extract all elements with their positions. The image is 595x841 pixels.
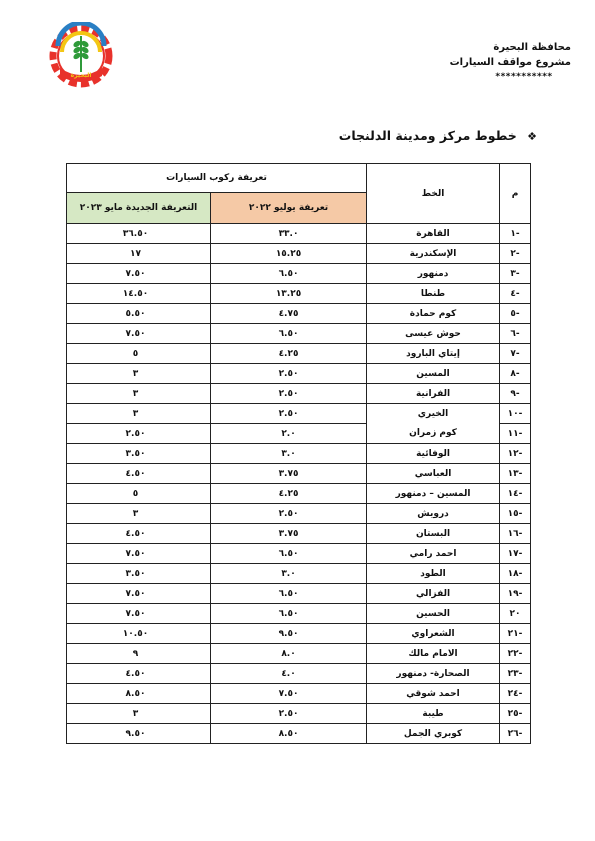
- page-header: [371, 40, 571, 85]
- row-line: الشعراوي: [367, 624, 500, 644]
- row-line: القاهرة: [367, 224, 500, 244]
- row-number: -٢٦: [500, 724, 531, 744]
- row-number: -١٣: [500, 464, 531, 484]
- table-row: [67, 524, 531, 544]
- row-line: المسين – دمنهور: [367, 484, 500, 504]
- row-line-merged: [367, 404, 500, 444]
- row-fare-new: ٣.٥٠: [67, 564, 211, 584]
- row-line: احمد شوقي: [367, 684, 500, 704]
- row-fare-new: ٢.٥٠: [67, 424, 211, 444]
- row-fare-new: ٧.٥٠: [67, 324, 211, 344]
- row-line: البستان: [367, 524, 500, 544]
- row-fare-new: ٥: [67, 484, 211, 504]
- governorate-logo: [44, 22, 118, 88]
- row-line: طيبة: [367, 704, 500, 724]
- table-row: [67, 644, 531, 664]
- row-number: ٢٠: [500, 604, 531, 624]
- row-fare-new: ١٧: [67, 244, 211, 264]
- row-fare-old: ٩.٥٠: [211, 624, 367, 644]
- row-number: -٩: [500, 384, 531, 404]
- row-fare-old: ٧.٥٠: [211, 684, 367, 704]
- row-number: -٧: [500, 344, 531, 364]
- row-line: الحسين: [367, 604, 500, 624]
- row-number: -٣: [500, 264, 531, 284]
- row-fare-new: ٣: [67, 704, 211, 724]
- row-number: -١٦: [500, 524, 531, 544]
- table-row: [67, 684, 531, 704]
- row-fare-old: ٤.٢٥: [211, 344, 367, 364]
- row-number: -١: [500, 224, 531, 244]
- section-title-text: خطوط مركز ومدينة الدلنجات: [338, 128, 517, 143]
- row-number: -٢: [500, 244, 531, 264]
- table-row: [67, 584, 531, 604]
- table-row: [67, 544, 531, 564]
- row-line: الامام مالك: [367, 644, 500, 664]
- row-fare-old: ٣.٧٥: [211, 464, 367, 484]
- row-fare-new: ٧.٥٠: [67, 584, 211, 604]
- row-number: -١٠: [500, 404, 531, 424]
- col-header-group: تعريفة ركوب السيارات: [67, 164, 367, 193]
- row-fare-old: ٦.٥٠: [211, 324, 367, 344]
- row-fare-new: ١٤.٥٠: [67, 284, 211, 304]
- table-row: [67, 444, 531, 464]
- row-number: -١٥: [500, 504, 531, 524]
- row-number: -٢٣: [500, 664, 531, 684]
- row-fare-old: ٦.٥٠: [211, 584, 367, 604]
- table-row: [67, 624, 531, 644]
- row-fare-old: ٣.٠: [211, 444, 367, 464]
- svg-text:البحيرة: البحيرة: [70, 72, 92, 79]
- table-row: [67, 404, 531, 424]
- table-row: [67, 244, 531, 264]
- row-line: احمد رامي: [367, 544, 500, 564]
- header-stars: ***********: [495, 72, 553, 82]
- row-fare-old: ٨.٥٠: [211, 724, 367, 744]
- row-fare-old: ٣.٠: [211, 564, 367, 584]
- row-fare-new: ٥.٥٠: [67, 304, 211, 324]
- col-header-num: م: [500, 164, 531, 224]
- table-row: [67, 564, 531, 584]
- row-fare-old: ٤.٧٥: [211, 304, 367, 324]
- row-fare-old: ١٣.٢٥: [211, 284, 367, 304]
- row-fare-new: ٤.٥٠: [67, 464, 211, 484]
- row-fare-new: ٥: [67, 344, 211, 364]
- row-number: -٢٥: [500, 704, 531, 724]
- table-row: [67, 484, 531, 504]
- row-line: المسين: [367, 364, 500, 384]
- row-number: -٢١: [500, 624, 531, 644]
- row-fare-old: ٤.٢٥: [211, 484, 367, 504]
- governorate-name: محافظة البحيرة: [493, 42, 571, 53]
- row-number: -٥: [500, 304, 531, 324]
- row-fare-new: ٤.٥٠: [67, 524, 211, 544]
- row-fare-old: ٤.٠: [211, 664, 367, 684]
- row-fare-new: ١٠.٥٠: [67, 624, 211, 644]
- table-row: [67, 384, 531, 404]
- row-fare-old: ٢.٥٠: [211, 384, 367, 404]
- row-number: -١١: [500, 424, 531, 444]
- row-line: كوبري الجمل: [367, 724, 500, 744]
- table-body: [67, 224, 531, 744]
- table-row: [67, 504, 531, 524]
- row-fare-new: ٩.٥٠: [67, 724, 211, 744]
- row-number: -١٤: [500, 484, 531, 504]
- row-fare-old: ٨.٠: [211, 644, 367, 664]
- row-number: -١٨: [500, 564, 531, 584]
- row-line: دمنهور: [367, 264, 500, 284]
- row-line: كوم حمادة: [367, 304, 500, 324]
- row-fare-old: ٦.٥٠: [211, 264, 367, 284]
- table-row: [67, 664, 531, 684]
- col-header-line: الخط: [367, 164, 500, 224]
- row-number: -١٢: [500, 444, 531, 464]
- section-title: [339, 128, 537, 143]
- row-line: درويش: [367, 504, 500, 524]
- table-row: [67, 464, 531, 484]
- row-line: العباسي: [367, 464, 500, 484]
- row-fare-old: ٢.٥٠: [211, 364, 367, 384]
- row-line: الخيري: [417, 409, 449, 419]
- row-fare-new: ٣٦.٥٠: [67, 224, 211, 244]
- table-row: [67, 344, 531, 364]
- table-row: [67, 724, 531, 744]
- row-fare-old: ٢.٥٠: [211, 704, 367, 724]
- row-fare-new: ٣: [67, 364, 211, 384]
- row-fare-old: ٦.٥٠: [211, 604, 367, 624]
- row-fare-new: ٤.٥٠: [67, 664, 211, 684]
- row-fare-new: ٣.٥٠: [67, 444, 211, 464]
- row-number: -٢٢: [500, 644, 531, 664]
- table-row: [67, 224, 531, 244]
- row-fare-old: ٦.٥٠: [211, 544, 367, 564]
- row-number: -٨: [500, 364, 531, 384]
- row-line: الطود: [367, 564, 500, 584]
- table-row: [67, 284, 531, 304]
- row-number: -١٩: [500, 584, 531, 604]
- row-fare-old: ٢.٠: [211, 424, 367, 444]
- row-fare-new: ٧.٥٠: [67, 544, 211, 564]
- row-line: كوم زمران: [409, 428, 457, 438]
- row-line: الإسكندرية: [367, 244, 500, 264]
- row-fare-new: ٧.٥٠: [67, 264, 211, 284]
- row-fare-new: ٨.٥٠: [67, 684, 211, 704]
- row-line: حوش عيسى: [367, 324, 500, 344]
- row-fare-old: ٣٣.٠: [211, 224, 367, 244]
- table-row: [67, 324, 531, 344]
- row-line: الصحارة- دمنهور: [367, 664, 500, 684]
- row-line: إيتاي البارود: [367, 344, 500, 364]
- col-header-old: تعريفة يوليو ٢٠٢٢: [211, 193, 367, 224]
- row-fare-new: ٣: [67, 504, 211, 524]
- fares-table: [66, 163, 531, 744]
- row-fare-old: ٢.٥٠: [211, 504, 367, 524]
- row-fare-new: ٧.٥٠: [67, 604, 211, 624]
- table-row: [67, 704, 531, 724]
- row-line: الفزالي: [367, 584, 500, 604]
- row-fare-new: ٣: [67, 404, 211, 424]
- row-fare-old: ٣.٧٥: [211, 524, 367, 544]
- table-row: [67, 364, 531, 384]
- project-name: مشروع مواقف السيارات: [449, 57, 571, 68]
- table-row: [67, 604, 531, 624]
- row-fare-old: ٢.٥٠: [211, 404, 367, 424]
- row-line: الوفائية: [367, 444, 500, 464]
- row-number: -٦: [500, 324, 531, 344]
- row-number: -٤: [500, 284, 531, 304]
- row-number: -١٧: [500, 544, 531, 564]
- row-number: -٢٤: [500, 684, 531, 704]
- row-line: الفرانية: [367, 384, 500, 404]
- col-header-new: التعريفة الجديدة مايو ٢٠٢٣: [67, 193, 211, 224]
- row-fare-new: ٣: [67, 384, 211, 404]
- row-fare-new: ٩: [67, 644, 211, 664]
- bullet-icon: ❖: [527, 130, 537, 143]
- row-fare-old: ١٥.٢٥: [211, 244, 367, 264]
- table-row: [67, 304, 531, 324]
- table-row: [67, 264, 531, 284]
- row-line: طنطا: [367, 284, 500, 304]
